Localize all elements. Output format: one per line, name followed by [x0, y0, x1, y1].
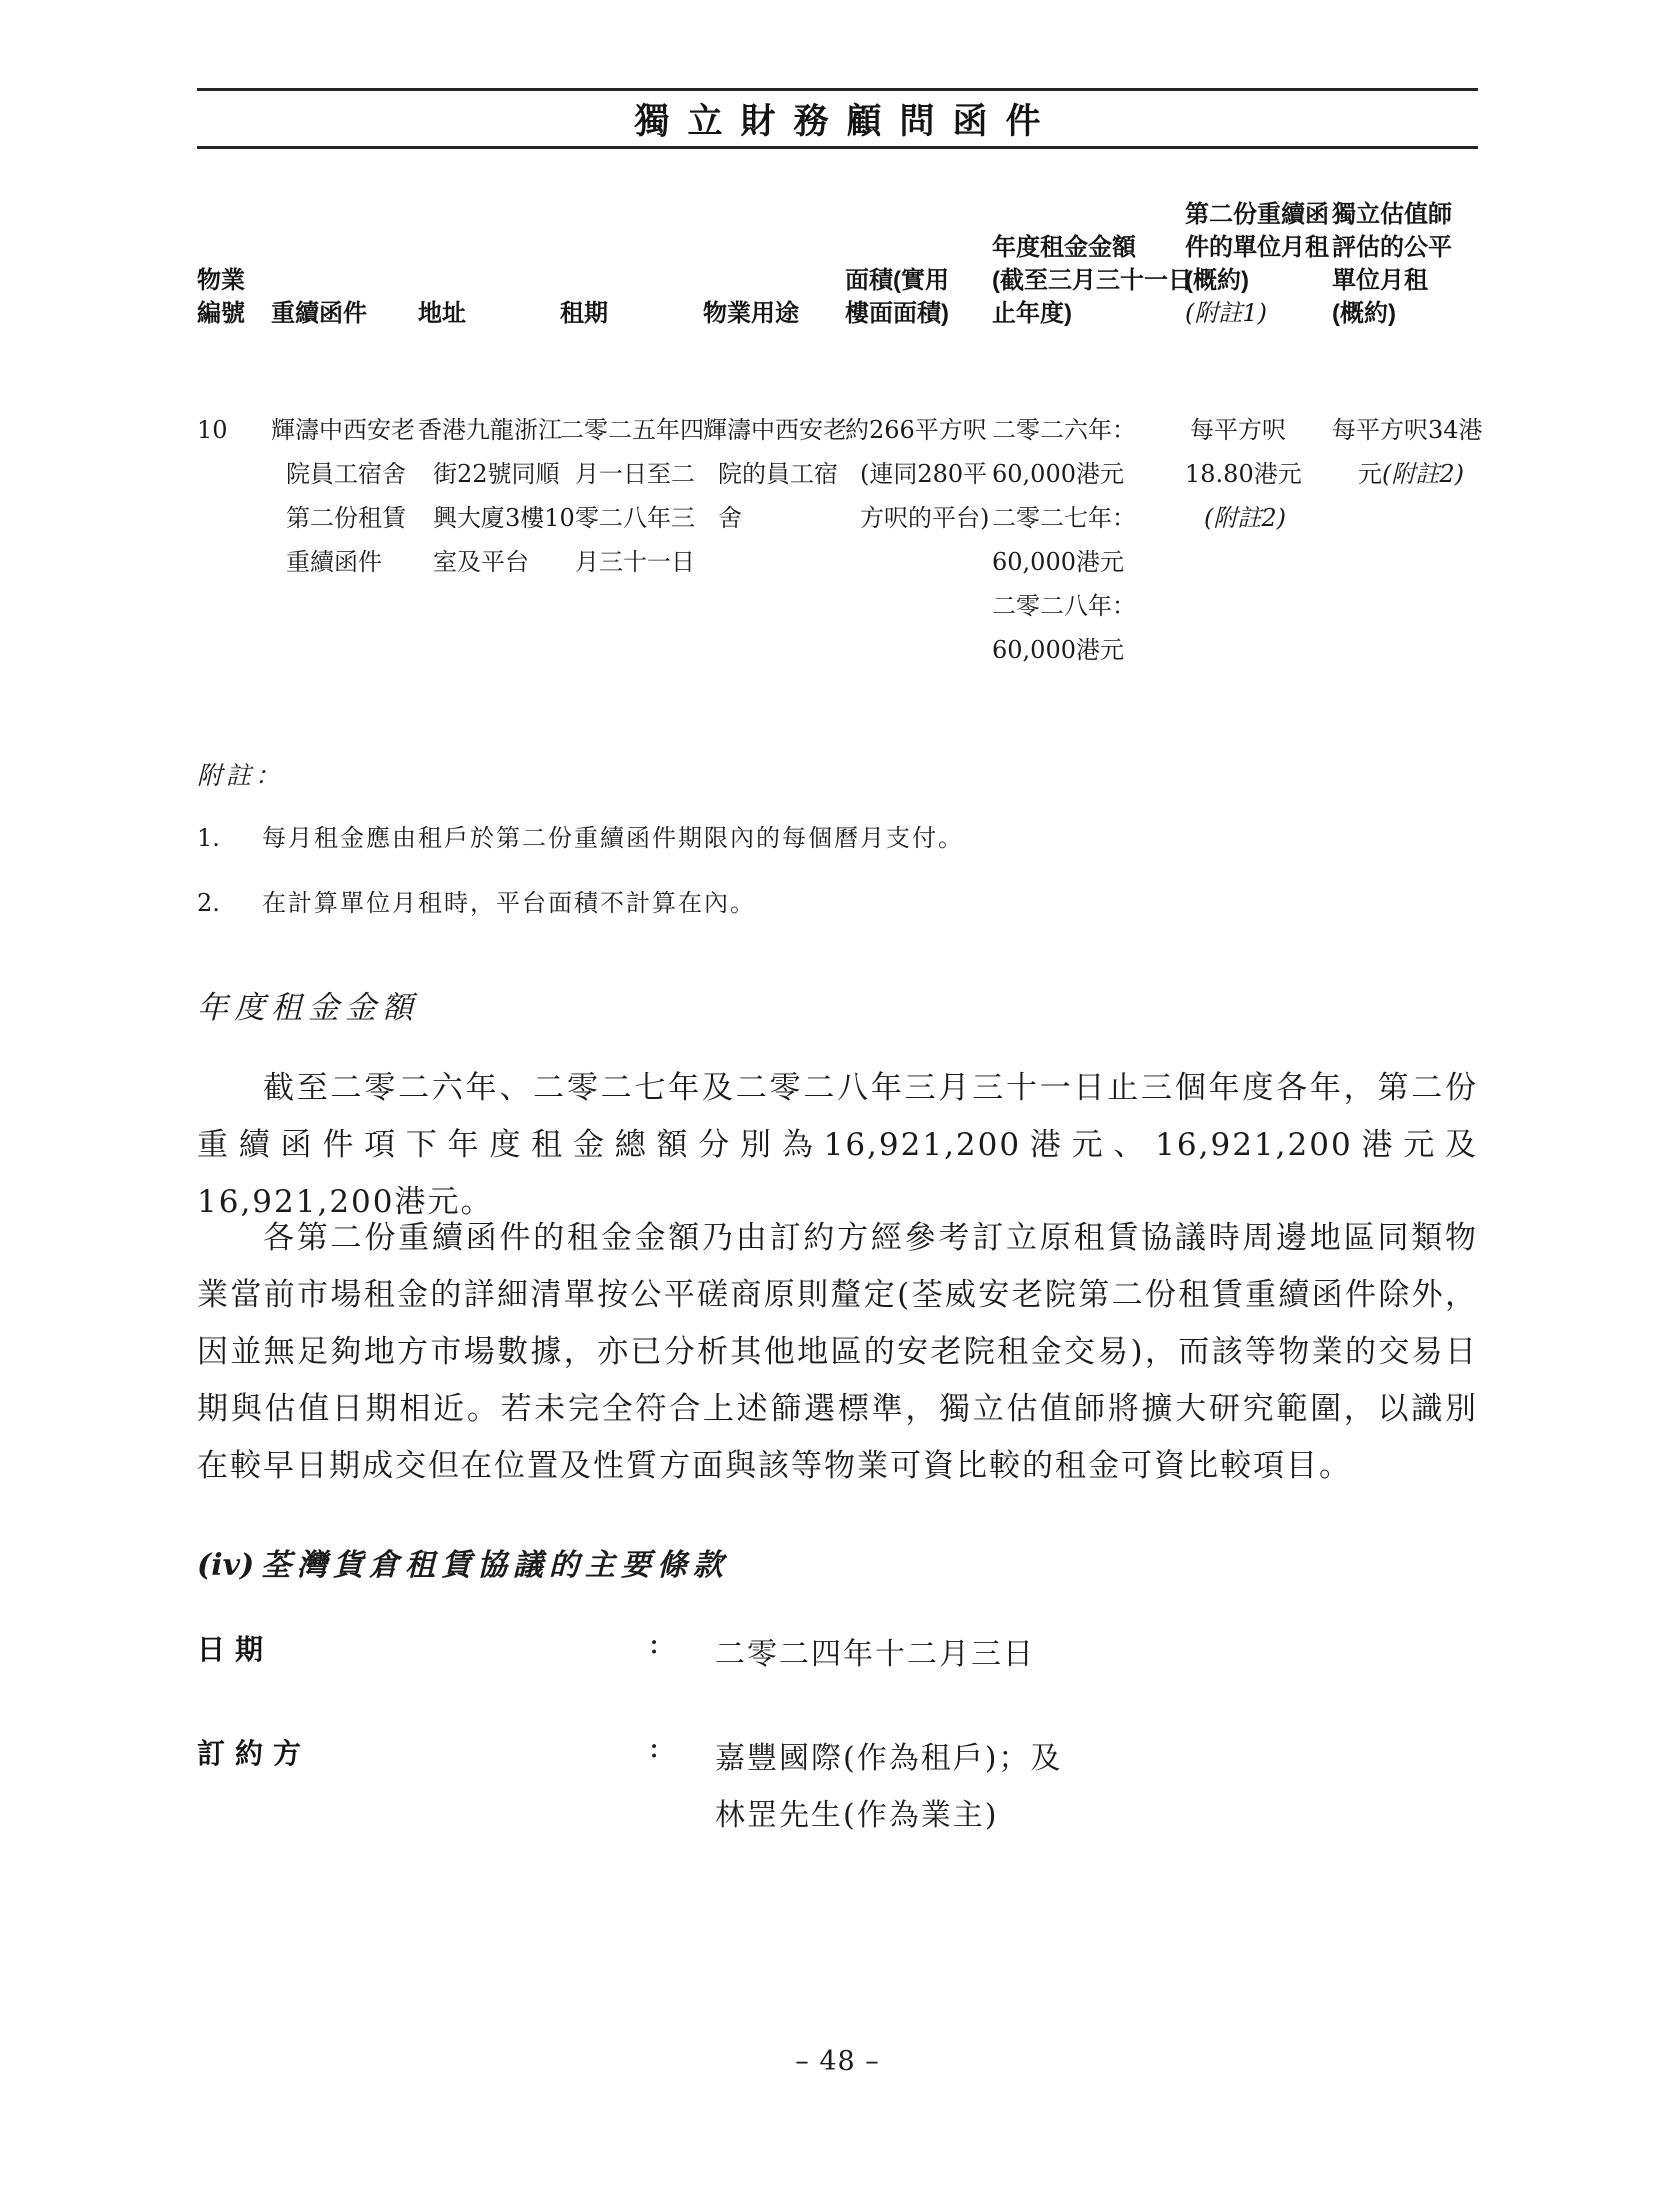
note-2-number: 2. [197, 889, 220, 917]
note-1-text: 每月租金應由租戶於第二份重續函件期限內的每個曆月支付。 [262, 824, 964, 852]
annual-rent-paragraph-1: 截至二零二六年、二零二七年及二零二八年三月三十一日止三個年度各年，第二份重續函件項下年度租金總額分別為16,921,200港元、16,921,200港元及16,921,200港元。 [197, 1070, 1478, 1220]
tsuen-wan-section-heading [197, 1540, 729, 1584]
table-cell-renewal-letter: 輝濤中西安老 院員工宿舍 第二份租賃 重續函件 [271, 416, 415, 576]
annual-rent-paragraph-2: 各第二份重續函件的租金金額乃由訂約方經參考訂立原租賃協議時周邊地區同類物業當前市場租金的詳細清單按公平磋商原則釐定(荃威安老院第二份租賃重續函件除外，因並無足夠地方市場數據，亦已分析其他地區的安老院租金交易)，而該等物業的交易日期與估值日期相近。若未完全符合上述篩選標準，獨立估值師將擴大研究範圍，以識別在較早日期成交但在位置及性質方面與該等物業可資比較的租金可資比較項目。 [197, 1220, 1478, 1484]
table-header-address: 地址 [418, 300, 466, 327]
note-2-text: 在計算單位月租時，平台面積不計算在內。 [262, 889, 756, 917]
section-number: (iv) [197, 1548, 255, 1583]
table-header-fair-unit-rent: 獨立估值師 評估的公平 單位月租 (概約) [1332, 201, 1452, 327]
note-item-2 [197, 887, 1478, 920]
header-rule-top [197, 88, 1478, 91]
section-title: 荃灣貨倉租賃協議的主要條款 [261, 1549, 729, 1582]
fair-unit-rent-line2-text: 元 [1358, 460, 1382, 488]
table-header-property-no: 物業 編號 [197, 267, 245, 327]
table-cell-unit-rent: 每平方呎 18.80港元 (附註2) [1185, 416, 1302, 532]
parties-values: 嘉豐國際(作為租戶)；及 林罡先生(作為業主) [715, 1741, 1063, 1833]
header-rule-bottom [197, 146, 1478, 149]
note-item-1 [197, 822, 1478, 855]
table-cell-property-no: 10 [197, 416, 228, 444]
fair-unit-rent-line1: 每平方呎34港 [1332, 416, 1483, 444]
page-number: – 48 – [795, 2046, 880, 2077]
table-cell-address: 香港九龍浙江 街22號同順 興大廈3樓10 室及平台 [418, 416, 575, 576]
table-cell-area: 約266平方呎 (連同280平 方呎的平台) [845, 416, 990, 532]
table-cell-annual-rent: 二零二六年： 60,000港元 二零二七年： 60,000港元 二零二八年： 60,000港元 [992, 416, 1136, 664]
table-cell-term: 二零二五年四 月一日至二 零二八年三 月三十一日 [560, 416, 704, 576]
table-header-unit-rent: 第二份重續函 件的單位月租 (概約) (附註1) [1185, 201, 1329, 327]
page-title: 獨立財務顧問函件 [634, 102, 1059, 141]
property-table [197, 198, 1483, 672]
note-1-number: 1. [197, 824, 220, 852]
table-header-renewal-letter: 重續函件 [271, 300, 367, 327]
table-header-term: 租期 [560, 300, 608, 327]
parties-colon: : [649, 1730, 660, 1765]
table-cell-fair-unit-rent [1332, 408, 1483, 672]
table-row [197, 408, 1483, 672]
annual-rent-heading: 年度租金金額 [197, 990, 419, 1026]
table-header-row [197, 198, 1480, 330]
table-cell-property-use: 輝濤中西安老 院的員工宿 舍 [703, 416, 847, 532]
fair-unit-rent-line2 [1332, 452, 1464, 496]
date-value: 二零二四年十二月三日 [715, 1637, 1035, 1672]
notes-label: 附註： [197, 761, 285, 790]
table-header-property-use: 物業用途 [703, 300, 799, 327]
table-header-area: 面積(實用 樓面面積) [845, 267, 949, 327]
parties-label: 訂約方 [197, 1738, 312, 1769]
date-colon: : [649, 1626, 660, 1661]
fair-unit-rent-note-ref: (附註2) [1382, 460, 1464, 488]
date-label: 日期 [197, 1634, 274, 1665]
table-header-annual-rent: 年度租金金額 (截至三月三十一日 止年度) [992, 234, 1192, 327]
